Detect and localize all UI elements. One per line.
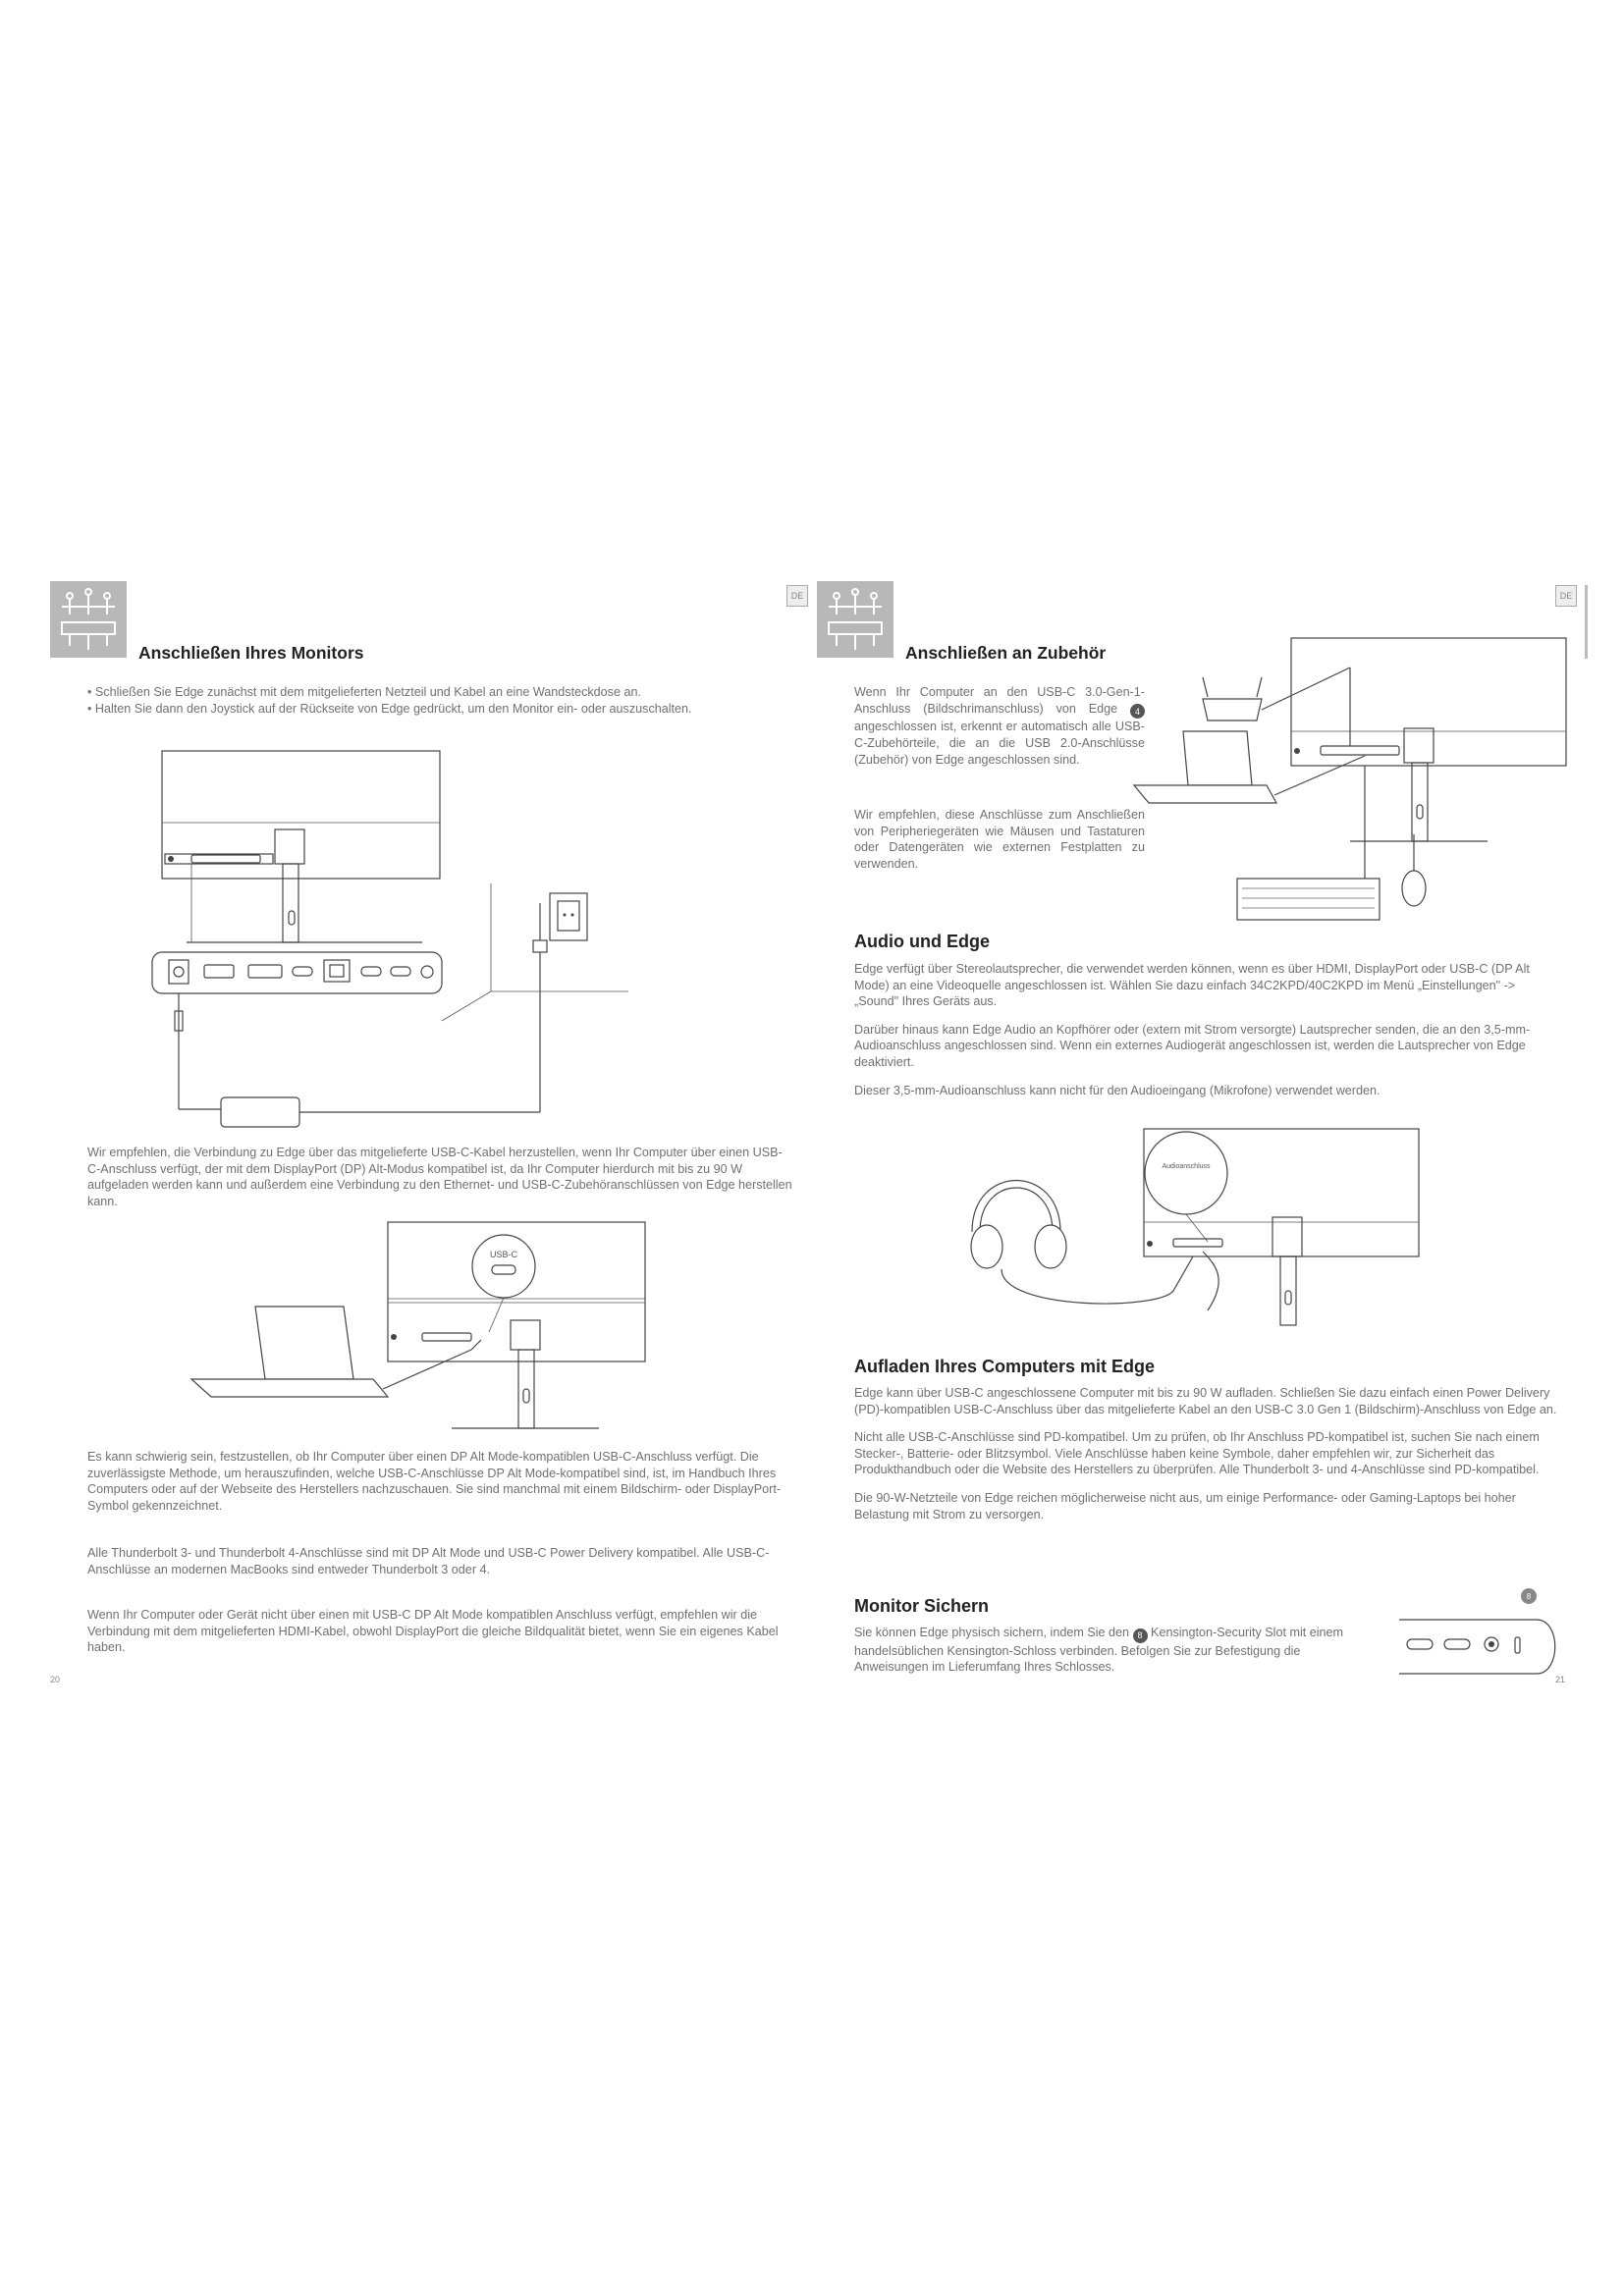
bullet-item: • Halten Sie dann den Joystick auf der Rückseite von Edge gedrückt, um den Monitor ein- oder auszuschalten. bbox=[87, 701, 692, 716]
accessory-paragraph-1 bbox=[854, 684, 1145, 768]
paragraph-text: Wir empfehlen, diese Anschlüsse zum Anschließen von Peripheriegeräten wie Mäusen und Tastaturen oder Datengeräten wie externen Festplatten zu verwenden. bbox=[854, 808, 1145, 871]
thunderbolt-paragraph bbox=[87, 1545, 794, 1577]
hub-icon bbox=[817, 581, 893, 658]
paragraph-text: Nicht alle USB-C-Anschlüsse sind PD-kompatibel. Um zu prüfen, ob Ihr Anschluss PD-kompatibel ist, suchen Sie nach einem Stecker-, Batterie- oder Blitzsymbol. Viele Anschlüsse haben keine Symbole, daher empfehlen wir, zur Sicherheit das Produkthandbuch oder die Website des Herstellers zu überprüfen. Alle Thunderbolt 3- und 4-Anschlüsse sind PD-kompatibel. bbox=[854, 1430, 1540, 1477]
section-title: Anschließen an Zubehör bbox=[905, 643, 1107, 663]
page-number: 21 bbox=[1555, 1675, 1566, 1684]
accessories-diagram bbox=[1129, 638, 1571, 923]
paragraph-text: Wenn Ihr Computer oder Gerät nicht über einen mit USB-C DP Alt Mode kompatiblen Anschluss verfügt, empfehlen wir die Verbindung mit dem mitgelieferten HDMI-Kabel, obwohl DisplayPort die gleiche Bildqualität bietet, wenn Sie ein eigenes Kabel haben. bbox=[87, 1608, 779, 1655]
paragraph-text: Edge verfügt über Stereolautsprecher, die verwendet werden können, wenn es über HDMI, DisplayPort oder USB-C (DP Alt Mode) an eine Videoquelle angeschlossen ist. Wählen Sie dazu einfach 34C2KPD/40C2KPD im Menü „Einstellungen" -> „Sound" Ihres Geräts aus. bbox=[854, 962, 1530, 1009]
paragraph-text: Die 90-W-Netzteile von Edge reichen möglicherweise nicht aus, um einige Performance- oder Gaming-Laptops bei hoher Belastung mit Strom zu versorgen. bbox=[854, 1490, 1516, 1522]
dp-alt-paragraph bbox=[87, 1449, 794, 1514]
page-number: 20 bbox=[50, 1675, 61, 1684]
text-part: Sie können Edge physisch sichern, indem Sie den bbox=[854, 1626, 1130, 1639]
text-part: angeschlossen ist, erkennt er automatisch alle USB-C-Zubehörteile, die an die USB 2.0-Anschlüsse (Zubehör) von Edge angeschlossen sind. bbox=[854, 720, 1145, 767]
paragraph-text bbox=[854, 684, 1145, 768]
connection-icon bbox=[50, 581, 127, 658]
paragraph-text bbox=[854, 1625, 1355, 1676]
paragraph-text: Es kann schwierig sein, festzustellen, ob Ihr Computer über einen DP Alt Mode-kompatiblen USB-C-Anschluss verfügt. Die zuverlässigste Methode, um herauszufinden, welche USB-C-Anschlüsse DP Alt Mode-kompatibel sind, ist, im Handbuch Ihres Computers oder auf der Webseite des Herstellers nachzuschauen. Sie sind manchmal mit einem Bildschirm- oder DisplayPort-Symbol gekennzeichnet. bbox=[87, 1450, 782, 1513]
usbc-zoom-label: USB-C bbox=[489, 1250, 518, 1259]
headphones-diagram bbox=[962, 1124, 1424, 1335]
audio-zoom-label: Audioanschluss bbox=[1162, 1163, 1211, 1170]
paragraph-text: Alle Thunderbolt 3- und Thunderbolt 4-Anschlüsse sind mit DP Alt Mode und USB-C Power Delivery kompatibel. Alle USB-C-Anschlüsse an modernen MacBooks sind entweder Thunderbolt 3 oder 4. bbox=[87, 1546, 770, 1576]
audio-section bbox=[854, 961, 1559, 1098]
svg-text:8: 8 bbox=[1526, 1592, 1532, 1601]
charging-section bbox=[854, 1385, 1559, 1522]
kensington-diagram bbox=[1389, 1580, 1561, 1674]
charging-heading: Aufladen Ihres Computers mit Edge bbox=[854, 1357, 1156, 1376]
port-marker-4: 4 bbox=[1130, 704, 1145, 719]
section-title: Anschließen Ihres Monitors bbox=[138, 643, 364, 663]
paragraph-text: Edge kann über USB-C angeschlossene Computer mit bis zu 90 W aufladen. Schließen Sie dazu einfach einen Power Delivery (PD)-kompatiblen USB-C-Anschluss über das mitgelieferte Kabel an den USB-C 3.0 Gen 1 (Bildschirm)-Anschluss von Edge an. bbox=[854, 1386, 1557, 1416]
audio-heading: Audio und Edge bbox=[854, 932, 990, 951]
text-part: Kensington-Security Slot mit einem handelsüblichen Kensington-Schloss verbinden. Befolgen Sie zur Befestigung die Anweisungen im Lieferumfang Ihres Schlosses. bbox=[854, 1626, 1344, 1675]
language-badge: DE bbox=[786, 585, 808, 607]
page-edge-bar bbox=[1585, 585, 1588, 659]
laptop-usbc-diagram bbox=[187, 1222, 648, 1438]
paragraph-text: Darüber hinaus kann Edge Audio an Kopfhörer oder (extern mit Strom versorgte) Lautsprecher senden, die an den 3,5-mm-Audioanschluss angeschlossen sind. Wenn ein externes Audiogerät angeschlossen ist, werden die Lautsprecher von Edge deaktiviert. bbox=[854, 1022, 1531, 1069]
text-part: Wenn Ihr Computer an den USB-C 3.0-Gen-1-Anschluss (Bildschrimanschluss) von Edge bbox=[854, 685, 1145, 716]
monitor-power-diagram bbox=[147, 746, 638, 1139]
port-marker-8: 8 bbox=[1133, 1629, 1148, 1643]
paragraph-text: Wir empfehlen, die Verbindung zu Edge über das mitgelieferte USB-C-Kabel herzustellen, wenn Ihr Computer über einen USB-C-Anschluss verfügt, der mit dem DisplayPort (DP) Alt-Modus kompatibel ist, da Ihr Computer hierdurch mit bis zu 90 W aufgeladen werden kann und außerdem eine Verbindung zu den Ethernet- und USB-C-Zubehöranschlüssen von Edge herstellen kann. bbox=[87, 1146, 792, 1208]
security-paragraph bbox=[854, 1625, 1355, 1676]
bullet-list bbox=[87, 684, 794, 717]
language-badge: DE bbox=[1555, 585, 1577, 607]
bullet-item: • Schließen Sie Edge zunächst mit dem mitgelieferten Netzteil und Kabel an eine Wandsteckdose an. bbox=[87, 685, 641, 699]
security-heading: Monitor Sichern bbox=[854, 1596, 990, 1616]
hdmi-paragraph bbox=[87, 1607, 794, 1656]
usbc-paragraph bbox=[87, 1145, 794, 1209]
accessory-paragraph-2 bbox=[854, 807, 1145, 872]
paragraph-text: Dieser 3,5-mm-Audioanschluss kann nicht für den Audioeingang (Mikrofone) verwendet werden. bbox=[854, 1083, 1380, 1097]
